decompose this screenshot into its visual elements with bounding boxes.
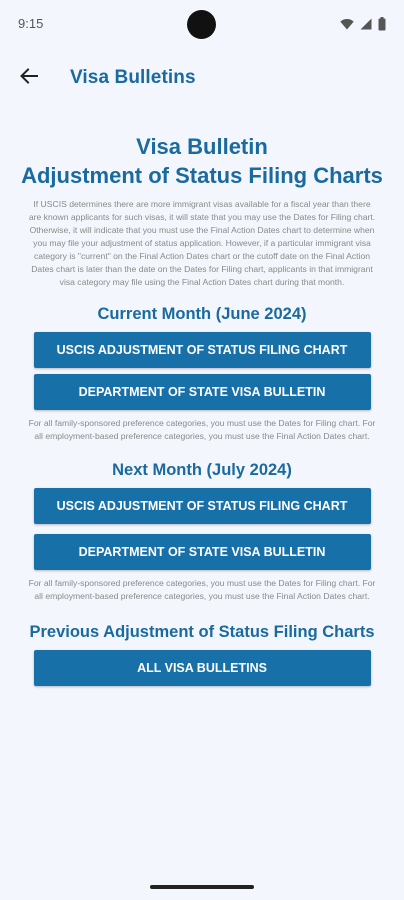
page-title-line2: Adjustment of Status Filing Charts: [21, 163, 383, 188]
arrow-left-icon: [20, 68, 38, 89]
page-title: [21, 132, 383, 190]
current-month-heading: Current Month (June 2024): [97, 305, 307, 323]
main-content: [0, 132, 404, 686]
next-uscis-chart-button[interactable]: USCIS ADJUSTMENT OF STATUS FILING CHART: [34, 488, 371, 524]
next-month-heading: Next Month (July 2024): [112, 461, 292, 479]
current-dos-bulletin-button[interactable]: DEPARTMENT OF STATE VISA BULLETIN: [34, 374, 371, 410]
next-dos-bulletin-button[interactable]: DEPARTMENT OF STATE VISA BULLETIN: [34, 534, 371, 570]
camera-cutout: [187, 10, 216, 39]
back-button[interactable]: [17, 66, 41, 90]
intro-text: If USCIS determines there are more immigrant visas available for a fiscal year than there are known applicants for such visas, it will state that you may use the Dates for Filing chart. Otherwise, it will indicate that you must use the Final Action Dates chart to determine when you may file your adjustment of status application. However, if a particular immigrant visa category is "current" on the Final Action Dates chart or the cutoff date on the Final Action Dates chart is later than the date on the Dates for Filing chart, applicants in that immigrant visa category may file using the Final Action Dates chart during that month.: [28, 199, 376, 287]
signal-icon: [360, 18, 372, 30]
next-month-note: For all family-sponsored preference categories, you must use the Dates for Filing chart. For all employment-based preference categories, you must use the Final Action Dates chart.: [28, 578, 376, 601]
battery-icon: [378, 17, 386, 31]
all-visa-bulletins-button[interactable]: ALL VISA BULLETINS: [34, 650, 371, 686]
page-title-line1: Visa Bulletin: [136, 134, 268, 159]
app-title: Visa Bulletins: [70, 67, 196, 88]
current-month-note: For all family-sponsored preference categories, you must use the Dates for Filing chart. For all employment-based preference categories, you must use the Final Action Dates chart.: [28, 418, 376, 441]
app-bar: [0, 54, 404, 102]
status-icons: [340, 17, 386, 31]
wifi-icon: [340, 18, 354, 30]
status-time: 9:15: [18, 15, 44, 31]
gesture-bar[interactable]: [150, 885, 254, 889]
current-uscis-chart-button[interactable]: USCIS ADJUSTMENT OF STATUS FILING CHART: [34, 332, 371, 368]
previous-charts-heading: Previous Adjustment of Status Filing Charts: [29, 623, 375, 641]
